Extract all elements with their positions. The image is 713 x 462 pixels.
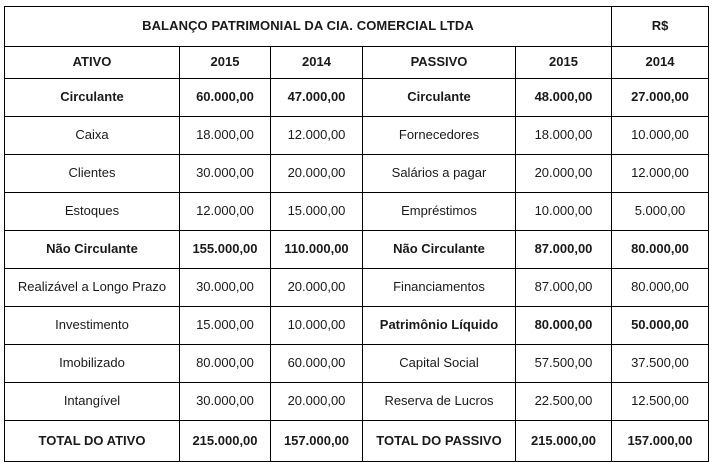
row-value-liability-2014: 5.000,00 bbox=[612, 193, 709, 231]
row-value-liability-2015: 57.500,00 bbox=[516, 345, 612, 383]
row-value-liability-2015: 18.000,00 bbox=[516, 117, 612, 155]
row-value-liability-2014: 27.000,00 bbox=[612, 79, 709, 117]
table-row bbox=[5, 231, 709, 269]
row-value-asset-2015: 18.000,00 bbox=[180, 117, 271, 155]
total-value-asset-2015: 215.000,00 bbox=[180, 421, 271, 462]
row-label-liability: Circulante bbox=[363, 79, 516, 117]
balance-sheet-body bbox=[5, 7, 709, 462]
row-label-asset: Caixa bbox=[5, 117, 180, 155]
row-value-asset-2014: 10.000,00 bbox=[271, 307, 363, 345]
row-value-liability-2015: 10.000,00 bbox=[516, 193, 612, 231]
row-value-liability-2015: 20.000,00 bbox=[516, 155, 612, 193]
row-value-liability-2015: 87.000,00 bbox=[516, 231, 612, 269]
row-value-asset-2014: 20.000,00 bbox=[271, 383, 363, 421]
row-value-asset-2014: 20.000,00 bbox=[271, 269, 363, 307]
row-label-liability: Capital Social bbox=[363, 345, 516, 383]
row-value-liability-2014: 50.000,00 bbox=[612, 307, 709, 345]
table-row bbox=[5, 383, 709, 421]
header-ativo-2014: 2014 bbox=[271, 47, 363, 79]
row-value-liability-2014: 10.000,00 bbox=[612, 117, 709, 155]
header-ativo: ATIVO bbox=[5, 47, 180, 79]
table-row bbox=[5, 117, 709, 155]
totals-row bbox=[5, 421, 709, 462]
row-value-liability-2014: 37.500,00 bbox=[612, 345, 709, 383]
row-value-asset-2014: 110.000,00 bbox=[271, 231, 363, 269]
row-value-asset-2015: 30.000,00 bbox=[180, 383, 271, 421]
row-value-liability-2015: 80.000,00 bbox=[516, 307, 612, 345]
title-row bbox=[5, 7, 709, 47]
column-header-row bbox=[5, 47, 709, 79]
row-value-asset-2015: 15.000,00 bbox=[180, 307, 271, 345]
row-value-asset-2014: 15.000,00 bbox=[271, 193, 363, 231]
header-ativo-2015: 2015 bbox=[180, 47, 271, 79]
row-value-asset-2014: 20.000,00 bbox=[271, 155, 363, 193]
row-label-asset: Imobilizado bbox=[5, 345, 180, 383]
row-value-asset-2015: 30.000,00 bbox=[180, 155, 271, 193]
row-label-asset: Circulante bbox=[5, 79, 180, 117]
currency-label: R$ bbox=[612, 7, 709, 47]
total-value-liability-2015: 215.000,00 bbox=[516, 421, 612, 462]
total-label-asset: TOTAL DO ATIVO bbox=[5, 421, 180, 462]
table-row bbox=[5, 307, 709, 345]
balance-sheet-table bbox=[4, 6, 709, 462]
row-label-liability: Fornecedores bbox=[363, 117, 516, 155]
row-value-liability-2014: 80.000,00 bbox=[612, 269, 709, 307]
row-value-asset-2015: 30.000,00 bbox=[180, 269, 271, 307]
row-value-asset-2014: 60.000,00 bbox=[271, 345, 363, 383]
table-row bbox=[5, 269, 709, 307]
row-label-liability: Salários a pagar bbox=[363, 155, 516, 193]
row-label-asset: Realizável a Longo Prazo bbox=[5, 269, 180, 307]
row-value-asset-2015: 60.000,00 bbox=[180, 79, 271, 117]
header-passivo-2015: 2015 bbox=[516, 47, 612, 79]
row-label-liability: Não Circulante bbox=[363, 231, 516, 269]
header-passivo: PASSIVO bbox=[363, 47, 516, 79]
table-row bbox=[5, 193, 709, 231]
row-value-asset-2015: 155.000,00 bbox=[180, 231, 271, 269]
row-value-liability-2015: 22.500,00 bbox=[516, 383, 612, 421]
row-value-liability-2015: 48.000,00 bbox=[516, 79, 612, 117]
row-label-liability: Financiamentos bbox=[363, 269, 516, 307]
row-label-asset: Estoques bbox=[5, 193, 180, 231]
total-label-liability: TOTAL DO PASSIVO bbox=[363, 421, 516, 462]
row-label-liability: Patrimônio Líquido bbox=[363, 307, 516, 345]
header-passivo-2014: 2014 bbox=[612, 47, 709, 79]
row-value-asset-2014: 12.000,00 bbox=[271, 117, 363, 155]
row-label-asset: Não Circulante bbox=[5, 231, 180, 269]
row-label-asset: Intangível bbox=[5, 383, 180, 421]
row-value-liability-2014: 80.000,00 bbox=[612, 231, 709, 269]
row-value-liability-2014: 12.500,00 bbox=[612, 383, 709, 421]
document-title: BALANÇO PATRIMONIAL DA CIA. COMERCIAL LTDA bbox=[5, 7, 612, 47]
row-value-asset-2015: 12.000,00 bbox=[180, 193, 271, 231]
row-value-liability-2014: 12.000,00 bbox=[612, 155, 709, 193]
table-row bbox=[5, 155, 709, 193]
row-label-asset: Clientes bbox=[5, 155, 180, 193]
total-value-asset-2014: 157.000,00 bbox=[271, 421, 363, 462]
row-value-asset-2014: 47.000,00 bbox=[271, 79, 363, 117]
table-row bbox=[5, 345, 709, 383]
row-label-liability: Empréstimos bbox=[363, 193, 516, 231]
balance-sheet-container bbox=[4, 6, 708, 448]
row-label-liability: Reserva de Lucros bbox=[363, 383, 516, 421]
row-value-liability-2015: 87.000,00 bbox=[516, 269, 612, 307]
row-value-asset-2015: 80.000,00 bbox=[180, 345, 271, 383]
row-label-asset: Investimento bbox=[5, 307, 180, 345]
table-row bbox=[5, 79, 709, 117]
total-value-liability-2014: 157.000,00 bbox=[612, 421, 709, 462]
